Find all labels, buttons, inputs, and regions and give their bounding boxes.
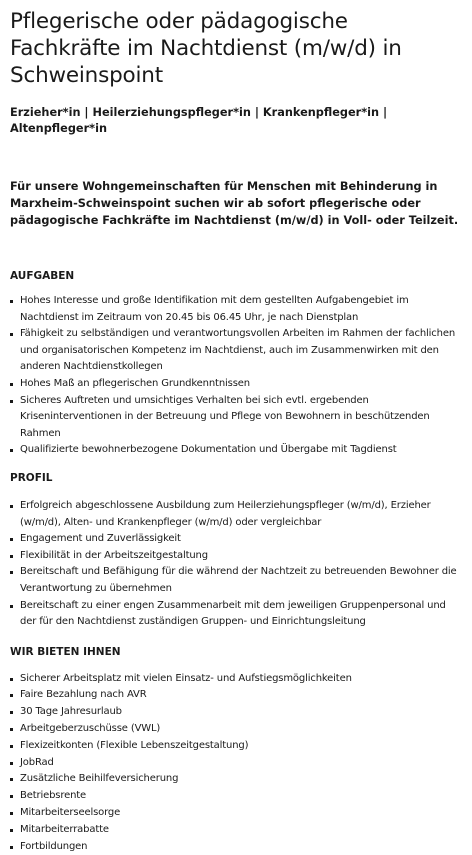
- list-item: [10, 531, 460, 548]
- bullet-icon: [10, 571, 13, 574]
- list-item-text: Fähigkeit zu selbständigen und verantwortungsvollen Arbeiten im Rahmen der fachlichen und organisatorischen Kompetenz im Nachtdienst, auch im Zusammenwirken mit den anderen Nachtdienstkollegen: [20, 328, 456, 373]
- bullet-icon: [10, 300, 13, 303]
- list-item-text: Fortbildungen: [20, 840, 88, 852]
- bullet-icon: [10, 778, 13, 781]
- list-item-text: Arbeitgeberzuschüsse (VWL): [20, 723, 161, 735]
- list-item: [10, 598, 460, 631]
- list-item-text: Bereitschaft und Befähigung für die während der Nachtzeit zu betreuenden Bewohner die Verantwortung zu übernehmen: [20, 566, 457, 594]
- list-item-text: JobRad: [20, 756, 54, 768]
- list-item: [10, 822, 460, 839]
- bullet-icon: [10, 449, 13, 452]
- bullet-icon: [10, 711, 13, 714]
- list-item: [10, 788, 460, 805]
- section-heading-aufgaben: AUFGABEN: [10, 270, 75, 282]
- list-item-text: Mitarbeiterseelsorge: [20, 807, 121, 819]
- list-item: [10, 721, 460, 738]
- aufgaben-list: [10, 293, 460, 459]
- list-item-text: Faire Bezahlung nach AVR: [20, 689, 147, 701]
- bullet-icon: [10, 333, 13, 336]
- list-item-text: Sicheres Auftreten und umsichtiges Verhalten bei sich evtl. ergebenden Kriseninterventionen in der Betreuung und Pflege von Bewohnern in beschützenden Rahmen: [20, 394, 430, 439]
- bullet-icon: [10, 694, 13, 697]
- list-item: [10, 293, 460, 326]
- list-item-text: Hohes Interesse und große Identifikation mit dem gestellten Aufgabengebiet im Nachtdienst im Zeitraum von 20.45 bis 06.45 Uhr, je nach Dienstplan: [20, 295, 409, 323]
- bullet-icon: [10, 505, 13, 508]
- list-item-text: Betriebsrente: [20, 790, 87, 802]
- list-item-text: Engagement und Zuverlässigkeit: [20, 533, 181, 545]
- list-item-text: Sicherer Arbeitsplatz mit vielen Einsatz- und Aufstiegsmöglichkeiten: [20, 672, 352, 684]
- bullet-icon: [10, 745, 13, 748]
- page-title: Pflegerische oder pädagogische Fachkräfte im Nachtdienst (m/w/d) in Schweinspoint: [10, 9, 402, 88]
- section-heading-profil: PROFIL: [10, 471, 53, 484]
- bullet-icon: [10, 795, 13, 798]
- list-item: [10, 738, 460, 755]
- wir-bieten-list: [10, 671, 460, 855]
- list-item: [10, 704, 460, 721]
- list-item: [10, 771, 460, 788]
- bullet-icon: [10, 728, 13, 731]
- list-item: [10, 498, 460, 531]
- list-item: [10, 805, 460, 822]
- list-item: [10, 442, 460, 459]
- list-item-text: Zusätzliche Beihilfeversicherung: [20, 773, 179, 785]
- profil-list: [10, 498, 460, 631]
- job-roles-subtitle: Erzieher*in | Heilerziehungspfleger*in | Krankenpfleger*in | Altenpfleger*in: [10, 106, 388, 135]
- bullet-icon: [10, 829, 13, 832]
- bullet-icon: [10, 538, 13, 541]
- bullet-icon: [10, 762, 13, 765]
- list-item-text: Bereitschaft zu einer engen Zusammenarbeit mit dem jeweiligen Gruppenpersonal und der für den Nachtdienst zuständigen Gruppen- und Einrichtungsleitung: [20, 599, 446, 628]
- list-item: [10, 671, 460, 688]
- section-heading-wir-bieten: WIR BIETEN IHNEN: [10, 645, 121, 658]
- list-item: [10, 548, 460, 565]
- list-item-text: Flexibilität in der Arbeitszeitgestaltung: [20, 549, 208, 561]
- bullet-icon: [10, 812, 13, 815]
- list-item-text: Hohes Maß an pflegerischen Grundkenntnissen: [20, 377, 250, 389]
- list-item: [10, 393, 460, 443]
- list-item: [10, 839, 460, 855]
- bullet-icon: [10, 555, 13, 558]
- list-item-text: Flexizeitkonten (Flexible Lebenszeitgestaltung): [20, 739, 249, 751]
- list-item-text: Mitarbeiterrabatte: [20, 823, 109, 835]
- list-item: [10, 376, 460, 393]
- list-item: [10, 755, 460, 772]
- bullet-icon: [10, 605, 13, 608]
- list-item-text: Erfolgreich abgeschlossene Ausbildung zum Heilerziehungspfleger (w/m/d), Erzieher (w/m/d), Alten- und Krankenpfleger (w/m/d) oder vergleichbar: [20, 499, 431, 528]
- intro-paragraph: Für unsere Wohngemeinschaften für Menschen mit Behinderung in Marxheim-Schweinspoint suchen wir ab sofort pflegerische oder pädagogische Fachkräfte im Nachtdienst (m/w/d) in Voll- oder Teilzeit.: [10, 180, 459, 227]
- list-item: [10, 564, 460, 597]
- bullet-icon: [10, 678, 13, 681]
- list-item: [10, 687, 460, 704]
- list-item-text: 30 Tage Jahresurlaub: [20, 706, 122, 718]
- bullet-icon: [10, 846, 13, 849]
- list-item: [10, 326, 460, 376]
- bullet-icon: [10, 383, 13, 386]
- list-item-text: Qualifizierte bewohnerbezogene Dokumentation und Übergabe mit Tagdienst: [20, 444, 397, 456]
- bullet-icon: [10, 400, 13, 403]
